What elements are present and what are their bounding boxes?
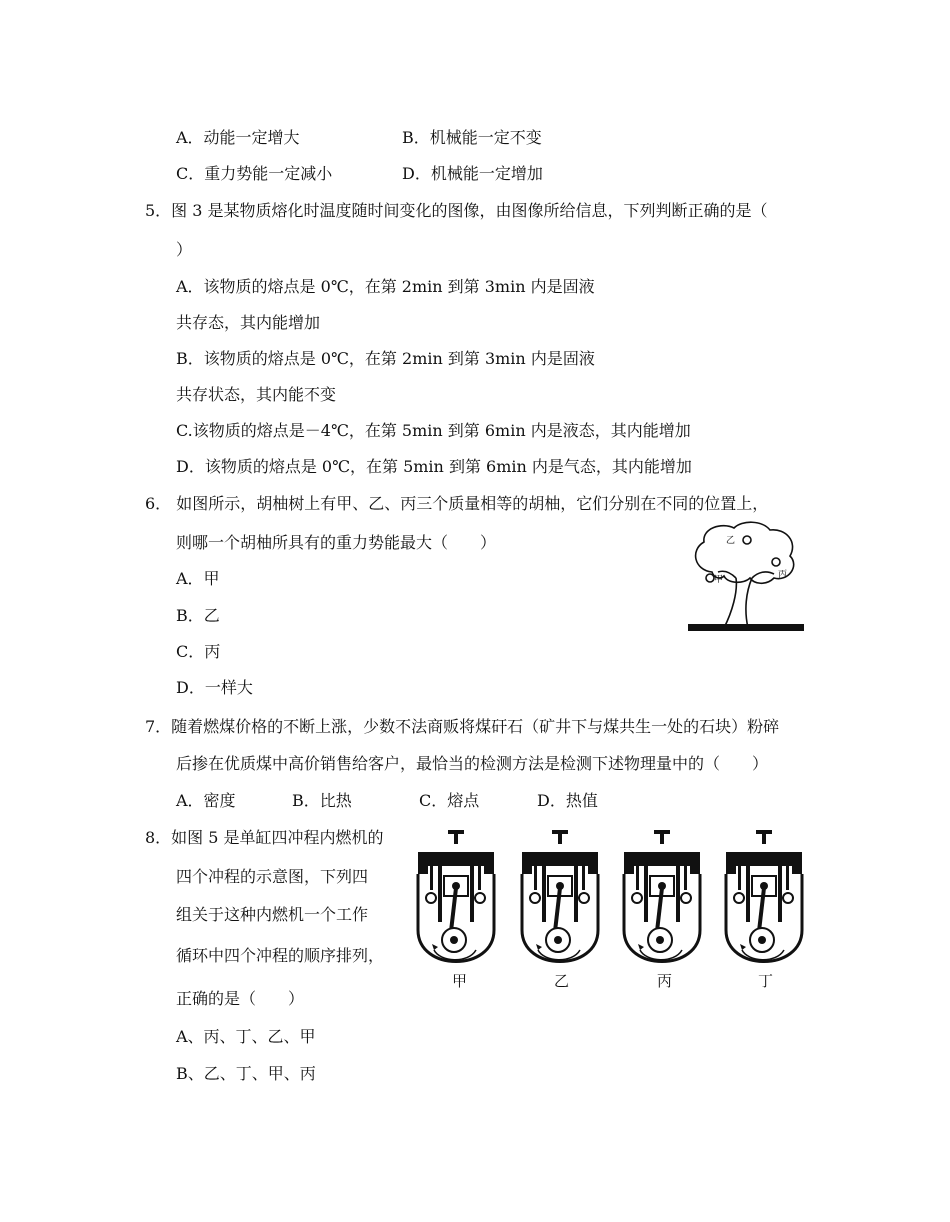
tree-label-bing: 丙 bbox=[778, 570, 788, 580]
q8-option-b: B、乙、丁、甲、丙 bbox=[176, 1064, 316, 1083]
q7-stem-line1: 7．随着燃煤价格的不断上涨，少数不法商贩将煤矸石（矿井下与煤共生一处的石块）粉碎 bbox=[145, 717, 780, 736]
q5-option-b-line2: 共存状态，其内能不变 bbox=[176, 385, 337, 404]
q5-stem-line2: ） bbox=[176, 240, 193, 259]
engine-label-yi: 乙 bbox=[554, 972, 570, 990]
q4-option-c: C．重力势能一定减小 bbox=[176, 164, 333, 183]
engine-label-bing: 丙 bbox=[657, 972, 673, 990]
q6-stem-line2: 则哪一个胡柚所具有的重力势能最大（ ） bbox=[176, 533, 497, 552]
q8-option-a: A、丙、丁、乙、甲 bbox=[176, 1027, 316, 1046]
q5-option-d: D．该物质的熔点是 0℃，在第 5min 到第 6min 内是气态，其内能增加 bbox=[176, 457, 692, 476]
ground-bar bbox=[688, 624, 804, 631]
q7-stem-line2: 后掺在优质煤中高价销售给客户，最恰当的检测方法是检测下述物理量中的（ ） bbox=[176, 754, 769, 773]
q7-option-b: B．比热 bbox=[292, 791, 352, 810]
q5-option-c: C.该物质的熔点是－4℃，在第 5min 到第 6min 内是液态，其内能增加 bbox=[176, 421, 691, 440]
q8-stem-line4: 循环中四个冲程的顺序排列， bbox=[176, 946, 385, 965]
engine-stroke-bing bbox=[624, 830, 700, 962]
q4-option-d: D．机械能一定增加 bbox=[402, 164, 543, 183]
engine-stroke-ding bbox=[726, 830, 802, 962]
q4-option-b: B．机械能一定不变 bbox=[402, 128, 542, 147]
tree-figure bbox=[684, 520, 806, 636]
q6-option-a: A．甲 bbox=[176, 569, 220, 588]
q8-stem-line1: 8．如图 5 是单缸四冲程内燃机的 bbox=[145, 828, 384, 847]
q6-option-b: B．乙 bbox=[176, 606, 220, 625]
engine-stroke-jia bbox=[418, 830, 494, 962]
q5-option-a-line1: A．该物质的熔点是 0℃，在第 2min 到第 3min 内是固液 bbox=[176, 277, 595, 296]
q5-stem-line1: 5．图 3 是某物质熔化时温度随时间变化的图像，由图像所给信息，下列判断正确的是（ bbox=[145, 201, 768, 220]
q8-stem-line2: 四个冲程的示意图，下列四 bbox=[176, 867, 369, 886]
q7-option-a: A．密度 bbox=[176, 791, 236, 810]
engine-label-jia: 甲 bbox=[452, 972, 468, 990]
tree-label-jia: 甲 bbox=[714, 575, 724, 585]
q6-option-c: C．丙 bbox=[176, 642, 221, 661]
q4-option-a: A．动能一定增大 bbox=[176, 128, 300, 147]
q7-option-d: D．热值 bbox=[537, 791, 598, 810]
q8-stem-line3: 组关于这种内燃机一个工作 bbox=[176, 905, 369, 924]
q6-stem-line1: 6． 如图所示，胡柚树上有甲、乙、丙三个质量相等的胡柚，它们分别在不同的位置上， bbox=[145, 494, 769, 513]
q5-option-b-line1: B．该物质的熔点是 0℃，在第 2min 到第 3min 内是固液 bbox=[176, 349, 595, 368]
engine-stroke-yi bbox=[522, 830, 598, 962]
q8-stem-line5: 正确的是（ ） bbox=[176, 989, 305, 1008]
engine-figures bbox=[414, 830, 810, 990]
q7-option-c: C．熔点 bbox=[419, 791, 480, 810]
q5-option-a-line2: 共存态，其内能增加 bbox=[176, 313, 321, 332]
engine-label-ding: 丁 bbox=[758, 972, 774, 990]
q6-option-d: D．一样大 bbox=[176, 678, 253, 697]
tree-label-yi: 乙 bbox=[726, 536, 736, 546]
